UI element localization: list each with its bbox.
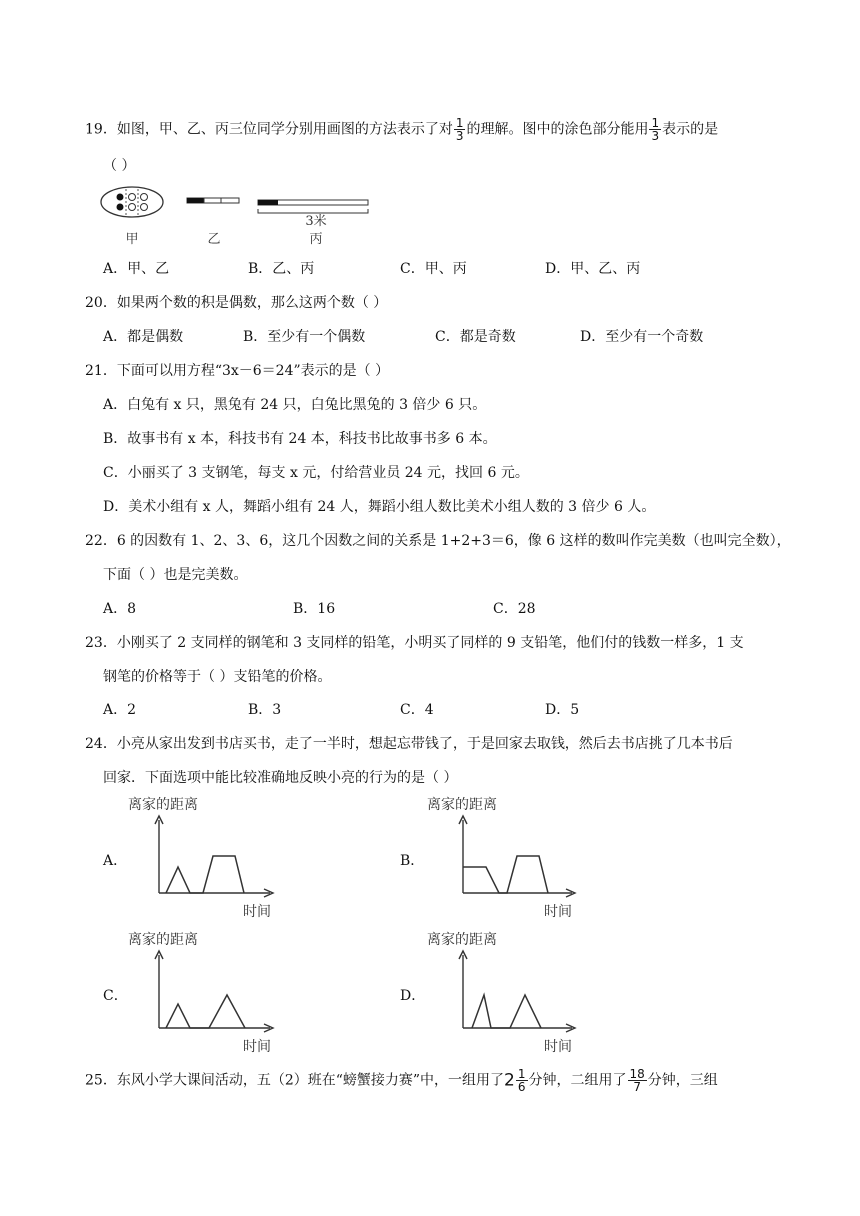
q25-text-c: 分钟，三组 xyxy=(647,1072,718,1089)
jia-label: 甲 xyxy=(125,232,139,247)
q24-stem-line1: 24．小亮从家出发到书店买书，走了一半时，想起忘带钱了，于是回家去取钱，然后去书店挑了几本书后 xyxy=(85,736,733,752)
jia-dot-filled xyxy=(117,194,124,201)
q24-option-d-letter[interactable]: D． xyxy=(400,988,426,1004)
yi-label: 乙 xyxy=(207,232,221,247)
q22-option-b[interactable]: B．16 xyxy=(293,601,336,617)
q20-stem: 20．如果两个数的积是偶数，那么这两个数（ ） xyxy=(85,295,388,311)
yi-bar-shaded xyxy=(187,198,204,203)
q19-option-d[interactable]: D．甲、乙、丙 xyxy=(545,261,641,277)
q19-option-b[interactable]: B．乙、丙 xyxy=(248,261,315,277)
q23-option-a[interactable]: A．2 xyxy=(103,702,137,718)
q19-fraction-1: $\frac{1}{3}$ xyxy=(455,116,464,143)
q24-graph-c[interactable] xyxy=(125,927,280,1055)
x-axis-label: 时间 xyxy=(243,1039,271,1055)
q25-mixed-whole: 2 xyxy=(504,1070,515,1091)
q25-mixed-fraction: $\frac{1}{6}$ xyxy=(517,1067,526,1094)
q19-number: 19． xyxy=(85,121,117,138)
q24-option-a-letter[interactable]: A． xyxy=(103,853,128,869)
q23-option-c[interactable]: C．4 xyxy=(400,702,434,718)
jia-dot-empty xyxy=(141,204,148,211)
jia-dot-filled xyxy=(117,204,124,211)
q24-stem-line2: 回家．下面选项中能比较准确地反映小亮的行为的是（ ） xyxy=(103,770,458,786)
q22-stem-line1: 22．6 的因数有 1、2、3、6，这几个因数之间的关系是 1+2+3＝6，像 6 这样的数叫作完美数（也叫完全数）， xyxy=(85,533,791,549)
q19-option-a[interactable]: A．甲、乙 xyxy=(103,261,170,277)
q23-option-b[interactable]: B．3 xyxy=(248,702,282,718)
q24-option-c-letter[interactable]: C． xyxy=(103,988,128,1004)
bing-label: 丙 xyxy=(309,232,323,247)
jia-dot-empty xyxy=(141,194,148,201)
distance-line xyxy=(472,995,541,1028)
q21-stem: 21．下面可以用方程“3x－6＝24”表示的是（ ） xyxy=(85,363,390,379)
q20-option-b[interactable]: B．至少有一个偶数 xyxy=(243,329,366,345)
q23-stem-line1: 23．小刚买了 2 支同样的钢笔和 3 支同样的铅笔，小明买了同样的 9 支铅笔，他们付的钱数一样多，1 支 xyxy=(85,635,744,651)
y-axis-label: 离家的距离 xyxy=(128,932,198,948)
jia-ellipse xyxy=(101,187,163,217)
q19-text-a: 如图，甲、乙、丙三位同学分别用画图的方法表示了对 xyxy=(116,121,453,138)
q21-option-a[interactable]: A．白兔有 x 只，黑兔有 24 只，白兔比黑兔的 3 倍少 6 只。 xyxy=(103,397,487,413)
q25-text-a: 25．东风小学大课间活动，五（2）班在“螃蟹接力赛”中，一组用了 xyxy=(85,1072,505,1089)
q19-text-c: 表示的是 xyxy=(662,121,719,138)
q19-figure-drawing xyxy=(98,180,373,225)
y-axis-label: 离家的距离 xyxy=(427,932,497,948)
q21-option-b[interactable]: B．故事书有 x 本，科技书有 24 本，科技书比故事书多 6 本。 xyxy=(103,431,497,447)
q25-text-b: 分钟，二组用了 xyxy=(528,1072,627,1089)
q22-option-c[interactable]: C．28 xyxy=(493,601,536,617)
q22-option-a[interactable]: A．8 xyxy=(103,601,137,617)
q21-option-c[interactable]: C．小丽买了 3 支钢笔，每支 x 元，付给营业员 24 元，找回 6 元。 xyxy=(103,465,529,481)
distance-line xyxy=(166,856,244,893)
q20-option-c[interactable]: C．都是奇数 xyxy=(435,329,516,345)
q21-option-d[interactable]: D．美术小组有 x 人，舞蹈小组有 24 人，舞蹈小组人数比美术小组人数的 3 倍少 6 人。 xyxy=(103,499,656,515)
y-axis-label: 离家的距离 xyxy=(427,797,497,813)
q19-option-c[interactable]: C．甲、丙 xyxy=(400,261,467,277)
jia-dot-empty xyxy=(129,194,136,201)
y-axis-label: 离家的距离 xyxy=(128,797,198,813)
q19-answer-paren: （ ） xyxy=(103,158,136,174)
q19-figure xyxy=(98,180,373,248)
x-axis-label: 时间 xyxy=(544,904,572,920)
x-axis-label: 时间 xyxy=(544,1039,572,1055)
distance-line xyxy=(166,995,245,1028)
bing-bar-shaded xyxy=(258,200,278,205)
q25-fraction: $\frac{18}{7}$ xyxy=(629,1067,645,1094)
q20-option-a[interactable]: A．都是偶数 xyxy=(103,329,184,345)
q25-stem xyxy=(85,1068,718,1093)
bing-length-label: 3米 xyxy=(305,214,327,229)
q24-graph-a[interactable] xyxy=(125,792,280,920)
x-axis-label: 时间 xyxy=(243,904,271,920)
distance-line xyxy=(463,856,548,893)
jia-dot-empty xyxy=(129,204,136,211)
q22-stem-line2: 下面（ ）也是完美数。 xyxy=(103,567,248,583)
q24-graph-d[interactable] xyxy=(424,927,579,1055)
q20-option-d[interactable]: D．至少有一个奇数 xyxy=(580,329,704,345)
q24-option-b-letter[interactable]: B． xyxy=(400,853,425,869)
q23-stem-line2: 钢笔的价格等于（ ）支铅笔的价格。 xyxy=(103,669,332,685)
q24-graph-b[interactable] xyxy=(424,792,579,920)
q19-line1 xyxy=(85,117,718,142)
q19-fraction-2: $\frac{1}{3}$ xyxy=(651,116,660,143)
q19-text-b: 的理解。图中的涂色部分能用 xyxy=(466,121,649,138)
q23-option-d[interactable]: D．5 xyxy=(545,702,580,718)
